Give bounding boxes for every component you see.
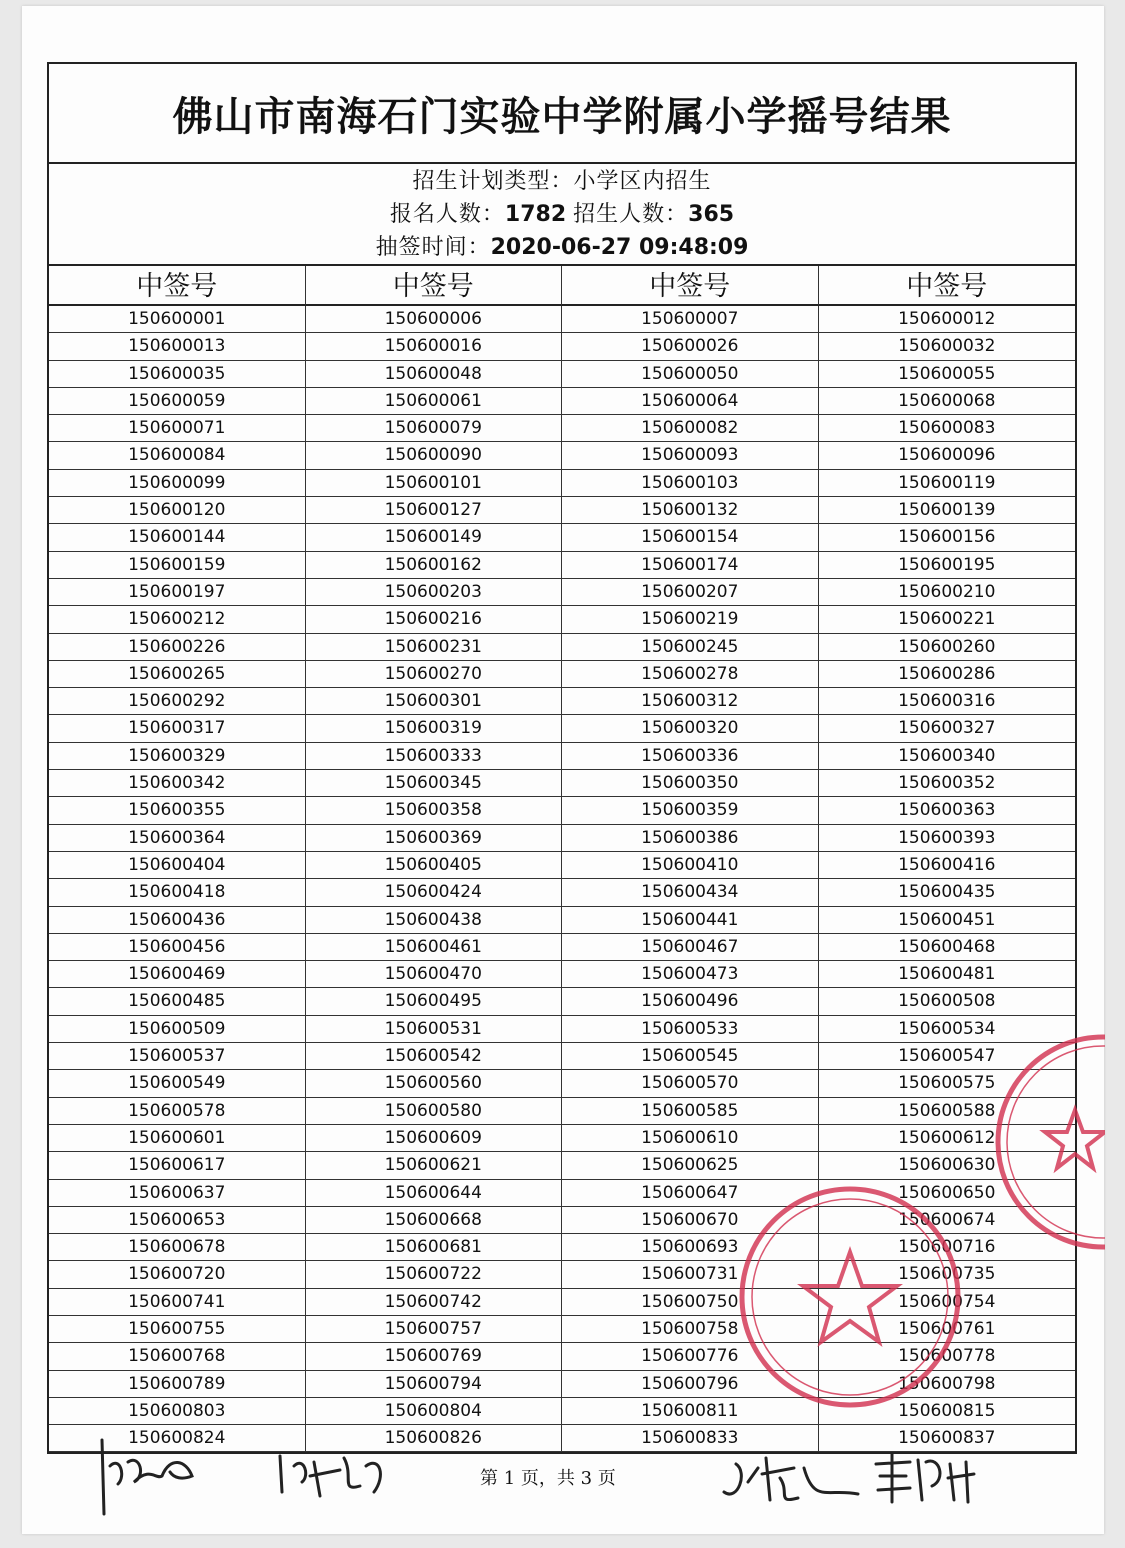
winning-number-cell: 150600316: [819, 688, 1076, 715]
winning-number-cell: 150600435: [819, 879, 1076, 906]
winning-number-cell: 150600084: [49, 442, 306, 469]
winning-number-cell: 150600212: [49, 606, 306, 633]
winning-number-cell: 150600319: [306, 715, 563, 742]
winning-number-cell: 150600578: [49, 1098, 306, 1125]
winning-number-cell: 150600750: [562, 1289, 819, 1316]
draw-time: [376, 231, 749, 264]
column-header: 中签号: [306, 266, 563, 306]
winning-number-cell: 150600542: [306, 1043, 563, 1070]
winning-number-cell: 150600534: [819, 1016, 1076, 1043]
document-title: 佛山市南海石门实验中学附属小学摇号结果: [49, 64, 1075, 164]
winning-number-cell: 150600292: [49, 688, 306, 715]
winning-number-cell: 150600720: [49, 1261, 306, 1288]
enrollment-counts: [390, 198, 734, 231]
winning-number-cell: 150600103: [562, 470, 819, 497]
draw-time-label: 抽签时间：: [375, 234, 491, 260]
winning-number-cell: 150600670: [562, 1207, 819, 1234]
winning-number-cell: 150600424: [306, 879, 563, 906]
winning-number-cell: 150600722: [306, 1261, 563, 1288]
winning-number-cell: 150600601: [49, 1125, 306, 1152]
winning-number-cell: 150600644: [306, 1180, 563, 1207]
winning-number-cell: 150600013: [49, 333, 306, 360]
winning-number-cell: 150600035: [49, 361, 306, 388]
winning-number-cell: 150600301: [306, 688, 563, 715]
winning-number-cell: 150600350: [562, 770, 819, 797]
winning-number-cell: 150600778: [819, 1343, 1076, 1370]
winning-number-cell: 150600405: [306, 852, 563, 879]
applicants-count: 1782: [504, 201, 567, 227]
winning-number-cell: 150600079: [306, 415, 563, 442]
winning-number-cell: 150600580: [306, 1098, 563, 1125]
winning-number-cell: 150600099: [49, 470, 306, 497]
winning-number-cell: 150600132: [562, 497, 819, 524]
winning-number-cell: 150600071: [49, 415, 306, 442]
winning-number-cell: 150600754: [819, 1289, 1076, 1316]
winning-number-cell: 150600473: [562, 961, 819, 988]
winning-number-cell: 150600061: [306, 388, 563, 415]
winning-number-cell: 150600811: [562, 1398, 819, 1425]
admitted-count: 365: [688, 201, 735, 227]
page-number: 第 1 页，共 3 页: [480, 1468, 616, 1489]
winning-number-cell: 150600481: [819, 961, 1076, 988]
winning-number-cell: 150600653: [49, 1207, 306, 1234]
winning-number-cell: 150600495: [306, 988, 563, 1015]
winning-number-cell: 150600336: [562, 743, 819, 770]
column-header: 中签号: [819, 266, 1076, 306]
winning-number-cell: 150600342: [49, 770, 306, 797]
winning-number-cell: 150600119: [819, 470, 1076, 497]
winning-number-cell: 150600761: [819, 1316, 1076, 1343]
winning-number-cell: 150600742: [306, 1289, 563, 1316]
winning-number-cell: 150600068: [819, 388, 1076, 415]
winning-number-cell: 150600144: [49, 524, 306, 551]
winning-number-cell: 150600610: [562, 1125, 819, 1152]
column-header: 中签号: [49, 266, 306, 306]
winning-number-cell: 150600609: [306, 1125, 563, 1152]
winning-number-cell: 150600333: [306, 743, 563, 770]
winning-number-cell: 150600369: [306, 825, 563, 852]
winning-number-cell: 150600090: [306, 442, 563, 469]
winning-number-cell: 150600547: [819, 1043, 1076, 1070]
winning-number-cell: 150600219: [562, 606, 819, 633]
winning-number-cell: 150600815: [819, 1398, 1076, 1425]
winning-number-cell: 150600127: [306, 497, 563, 524]
winning-number-cell: 150600617: [49, 1152, 306, 1179]
winning-number-cell: 150600101: [306, 470, 563, 497]
winning-number-cell: 150600826: [306, 1425, 563, 1452]
winning-number-cell: 150600461: [306, 934, 563, 961]
winning-number-cell: 150600833: [562, 1425, 819, 1452]
winning-number-cell: 150600139: [819, 497, 1076, 524]
winning-number-cell: 150600032: [819, 333, 1076, 360]
winning-number-cell: 150600467: [562, 934, 819, 961]
winning-number-cell: 150600650: [819, 1180, 1076, 1207]
winning-number-cell: 150600270: [306, 661, 563, 688]
winning-number-cell: 150600803: [49, 1398, 306, 1425]
winning-number-cell: 150600789: [49, 1371, 306, 1398]
winning-number-cell: 150600210: [819, 579, 1076, 606]
winning-number-cell: 150600588: [819, 1098, 1076, 1125]
winning-number-cell: 150600537: [49, 1043, 306, 1070]
winning-number-cell: 150600612: [819, 1125, 1076, 1152]
winning-number-cell: 150600625: [562, 1152, 819, 1179]
winning-number-cell: 150600755: [49, 1316, 306, 1343]
winning-number-cell: 150600064: [562, 388, 819, 415]
handwritten-signature-icon: [870, 1450, 980, 1510]
winning-number-cell: 150600352: [819, 770, 1076, 797]
winning-number-cell: 150600364: [49, 825, 306, 852]
winning-number-cell: 150600637: [49, 1180, 306, 1207]
handwritten-signature-icon: [90, 1436, 200, 1516]
winning-number-cell: 150600575: [819, 1070, 1076, 1097]
official-seal-icon: [735, 1182, 965, 1412]
draw-time-value: 2020-06-27 09:48:09: [490, 234, 749, 260]
winning-number-cell: 150600386: [562, 825, 819, 852]
winning-number-cell: 150600007: [562, 306, 819, 333]
winning-number-cell: 150600731: [562, 1261, 819, 1288]
winning-number-cell: 150600668: [306, 1207, 563, 1234]
winning-number-cell: 150600678: [49, 1234, 306, 1261]
winning-number-cell: 150600796: [562, 1371, 819, 1398]
winning-number-cell: 150600345: [306, 770, 563, 797]
admitted-label: 招生人数：: [573, 201, 689, 227]
winning-number-cell: 150600621: [306, 1152, 563, 1179]
winning-number-cell: 150600496: [562, 988, 819, 1015]
winning-number-cell: 150600286: [819, 661, 1076, 688]
winning-number-cell: 150600363: [819, 797, 1076, 824]
winning-number-cell: 150600096: [819, 442, 1076, 469]
winning-number-cell: 150600048: [306, 361, 563, 388]
winning-number-cell: 150600265: [49, 661, 306, 688]
column-header: 中签号: [562, 266, 819, 306]
winning-number-cell: 150600741: [49, 1289, 306, 1316]
winning-number-cell: 150600358: [306, 797, 563, 824]
winning-number-cell: 150600545: [562, 1043, 819, 1070]
winning-number-cell: 150600393: [819, 825, 1076, 852]
winning-number-cell: 150600320: [562, 715, 819, 742]
winning-number-cell: 150600681: [306, 1234, 563, 1261]
winning-number-cell: 150600758: [562, 1316, 819, 1343]
winning-number-cell: 150600560: [306, 1070, 563, 1097]
winning-number-cell: 150600416: [819, 852, 1076, 879]
winning-number-cell: 150600837: [819, 1425, 1076, 1452]
winning-number-cell: 150600226: [49, 634, 306, 661]
winning-number-cell: 150600776: [562, 1343, 819, 1370]
winning-number-cell: 150600340: [819, 743, 1076, 770]
winning-number-cell: 150600769: [306, 1343, 563, 1370]
winning-number-cell: 150600451: [819, 907, 1076, 934]
official-seal-icon: [985, 1030, 1105, 1255]
winning-number-cell: 150600329: [49, 743, 306, 770]
winning-number-cell: 150600469: [49, 961, 306, 988]
winning-number-cell: 150600585: [562, 1098, 819, 1125]
winning-number-cell: 150600436: [49, 907, 306, 934]
winning-number-cell: 150600059: [49, 388, 306, 415]
winning-number-cell: 150600203: [306, 579, 563, 606]
winning-number-cell: 150600317: [49, 715, 306, 742]
winning-number-cell: 150600327: [819, 715, 1076, 742]
winning-number-cell: 150600485: [49, 988, 306, 1015]
winning-number-cell: 150600798: [819, 1371, 1076, 1398]
handwritten-signature-icon: [270, 1446, 400, 1516]
winning-number-cell: 150600804: [306, 1398, 563, 1425]
winning-number-cell: 150600154: [562, 524, 819, 551]
winning-number-cell: 150600533: [562, 1016, 819, 1043]
winning-number-cell: 150600410: [562, 852, 819, 879]
winning-number-cell: 150600441: [562, 907, 819, 934]
winning-number-cell: 150600716: [819, 1234, 1076, 1261]
handwritten-signature-icon: [718, 1448, 863, 1518]
winning-number-cell: 150600824: [49, 1425, 306, 1452]
winning-number-cell: 150600162: [306, 552, 563, 579]
winning-number-cell: 150600312: [562, 688, 819, 715]
winning-number-cell: 150600468: [819, 934, 1076, 961]
winning-number-cell: 150600156: [819, 524, 1076, 551]
winning-number-cell: 150600050: [562, 361, 819, 388]
plan-type: 招生计划类型：小学区内招生: [412, 168, 712, 194]
winning-number-cell: 150600404: [49, 852, 306, 879]
draw-info: [49, 164, 1075, 266]
winning-number-cell: 150600082: [562, 415, 819, 442]
winning-number-cell: 150600006: [306, 306, 563, 333]
winning-number-cell: 150600418: [49, 879, 306, 906]
winning-number-cell: 150600197: [49, 579, 306, 606]
winning-number-cell: 150600355: [49, 797, 306, 824]
winning-number-cell: 150600359: [562, 797, 819, 824]
winning-number-cell: 150600216: [306, 606, 563, 633]
winning-number-cell: 150600231: [306, 634, 563, 661]
winning-number-cell: 150600693: [562, 1234, 819, 1261]
page-footer: [0, 1460, 1125, 1520]
winning-number-cell: 150600794: [306, 1371, 563, 1398]
winning-number-cell: 150600438: [306, 907, 563, 934]
winning-number-cell: 150600221: [819, 606, 1076, 633]
winning-number-cell: 150600570: [562, 1070, 819, 1097]
winning-number-cell: 150600207: [562, 579, 819, 606]
winning-number-cell: 150600531: [306, 1016, 563, 1043]
winning-number-cell: 150600159: [49, 552, 306, 579]
winning-number-cell: 150600093: [562, 442, 819, 469]
winning-number-cell: 150600083: [819, 415, 1076, 442]
winning-number-cell: 150600001: [49, 306, 306, 333]
winning-number-cell: 150600016: [306, 333, 563, 360]
winning-number-cell: 150600434: [562, 879, 819, 906]
winning-number-cell: 150600055: [819, 361, 1076, 388]
winning-number-cell: 150600768: [49, 1343, 306, 1370]
winning-number-cell: 150600195: [819, 552, 1076, 579]
winning-number-cell: 150600647: [562, 1180, 819, 1207]
winning-number-cell: 150600735: [819, 1261, 1076, 1288]
winning-number-cell: 150600549: [49, 1070, 306, 1097]
winning-number-cell: 150600260: [819, 634, 1076, 661]
winning-number-cell: 150600470: [306, 961, 563, 988]
winning-number-cell: 150600245: [562, 634, 819, 661]
winning-number-cell: 150600674: [819, 1207, 1076, 1234]
winning-number-cell: 150600508: [819, 988, 1076, 1015]
winning-number-cell: 150600456: [49, 934, 306, 961]
winning-number-cell: 150600757: [306, 1316, 563, 1343]
winning-number-cell: 150600509: [49, 1016, 306, 1043]
winning-number-cell: 150600026: [562, 333, 819, 360]
winning-number-cell: 150600120: [49, 497, 306, 524]
applicants-label: 报名人数：: [389, 201, 505, 227]
winning-number-cell: 150600278: [562, 661, 819, 688]
winning-number-cell: 150600174: [562, 552, 819, 579]
winning-number-cell: 150600149: [306, 524, 563, 551]
winning-number-cell: 150600630: [819, 1152, 1076, 1179]
winning-number-cell: 150600012: [819, 306, 1076, 333]
